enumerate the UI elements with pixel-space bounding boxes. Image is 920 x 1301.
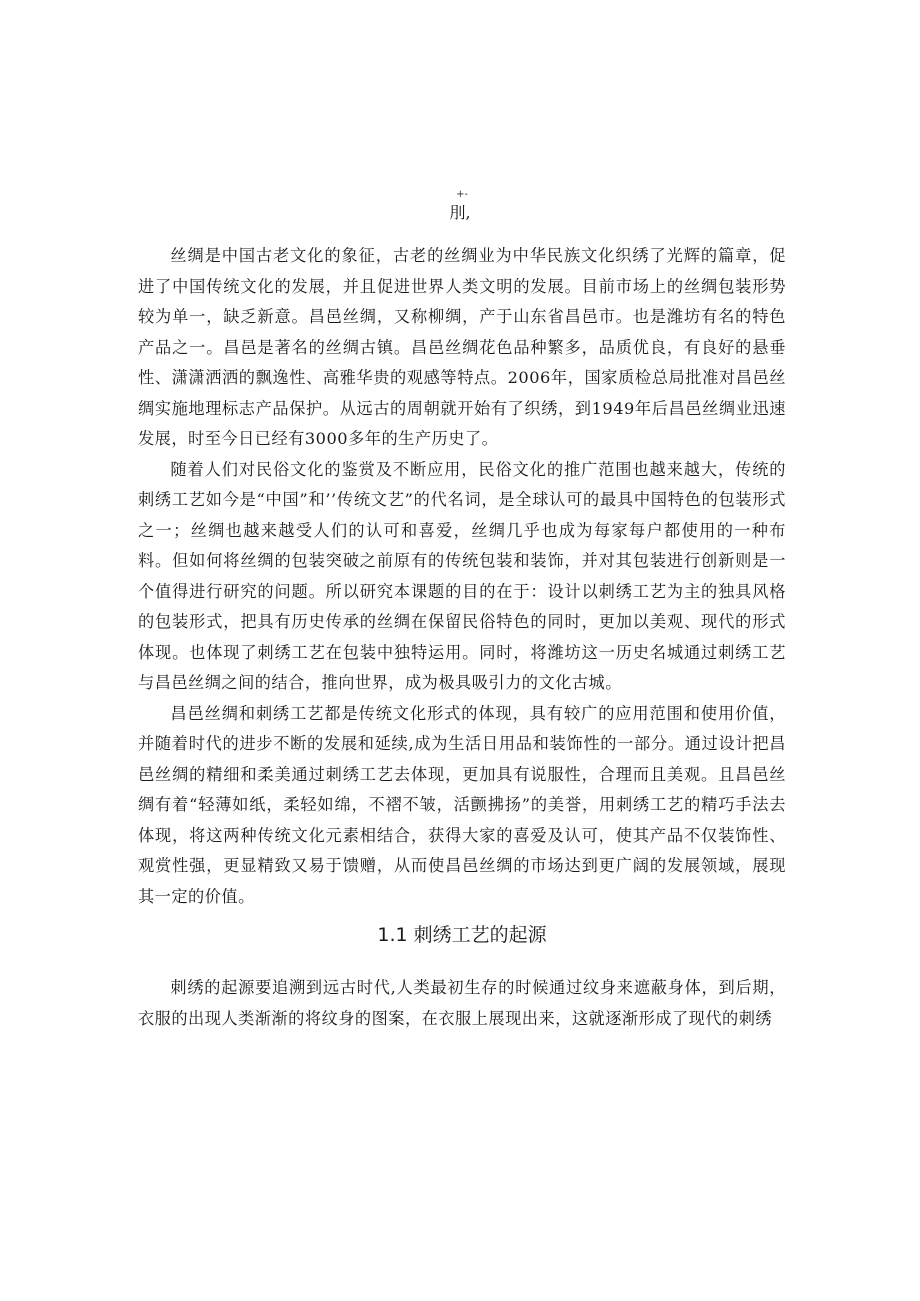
preface-title: 刖, bbox=[449, 203, 471, 222]
preface-mark: +- bbox=[456, 189, 468, 200]
body-text bbox=[138, 241, 786, 1034]
paragraph-changyi-silk: 昌邑丝绸和刺绣工艺都是传统文化形式的体现，具有较广的应用范围和使用价值，并随着时代的进步不断的发展和延续,成为生活日用品和装饰性的一部分。通过设计把昌邑丝绸的精细和柔美通过刺绣工艺去体现，更加具有说服性，合理而且美观。且昌邑丝绸有着“轻薄如纸，柔轻如绵，不褶不皱，活颤拂扬”的美誉，用刺绣工艺的精巧手法去体现，将这两种传统文化元素相结合，获得大家的喜爱及认可，使其产品不仅装饰性、观赏性强，更显精致又易于馈赠，从而使昌邑丝绸的市场达到更广阔的发展领域，展现其一定的价值。 bbox=[138, 703, 786, 906]
paragraph-silk-intro: 丝绸是中国古老文化的象征，古老的丝绸业为中华民族文化织绣了光辉的篇章，促进了中国传统文化的发展，并且促进世界人类文明的发展。目前市场上的丝绸包装形势较为单一，缺乏新意。昌邑丝绸，又称柳绸，产于山东省昌邑市。也是潍坊有名的特色产品之一。昌邑是著名的丝绸古镇。昌邑丝绸花色品种繁多，品质优良，有良好的悬垂性、潇潇洒洒的飘逸性、高雅华贵的观感等特点。2006年，国家质检总局批准对昌邑丝绸实施地理标志产品保护。从远古的周朝就开始有了织绣，到1949年后昌邑丝绸业迅速发展，时至今日已经有3000多年的生产历史了。 bbox=[138, 246, 786, 448]
paragraph-folk-culture: 随着人们对民俗文化的鉴赏及不断应用，民俗文化的推广范围也越来越大，传统的刺绣工艺如今是“中国”和’’传统文艺”的代名词，是全球认可的最具中国特色的包装形式之一；丝绸也越来越受人们的认可和喜爱，丝绸几乎也成为每家每户都使用的一种布料。但如何将丝绸的包装突破之前原有的传统包装和装饰，并对其包装进行创新则是一个值得进行研究的问题。所以研究本课题的目的在于：设计以刺绣工艺为主的独具风格的包装形式，把具有历史传承的丝绸在保留民俗特色的同时，更加以美观、现代的形式体现。也体现了刺绣工艺在包装中独特运用。同时，将潍坊这一历史名城通过刺绣工艺与昌邑丝绸之间的结合，推向世界，成为极具吸引力的文化古城。 bbox=[138, 459, 786, 692]
section-heading: 1.1 刺绣工艺的起源 bbox=[377, 924, 547, 946]
paragraph-embroidery-origin: 刺绣的起源要追溯到远古时代,人类最初生存的时候通过纹身来遮蔽身体，到后期，衣服的出现人类渐渐的将纹身的图案，在衣服上展现出来，这就逐渐形成了现代的刺绣 bbox=[138, 978, 786, 1028]
